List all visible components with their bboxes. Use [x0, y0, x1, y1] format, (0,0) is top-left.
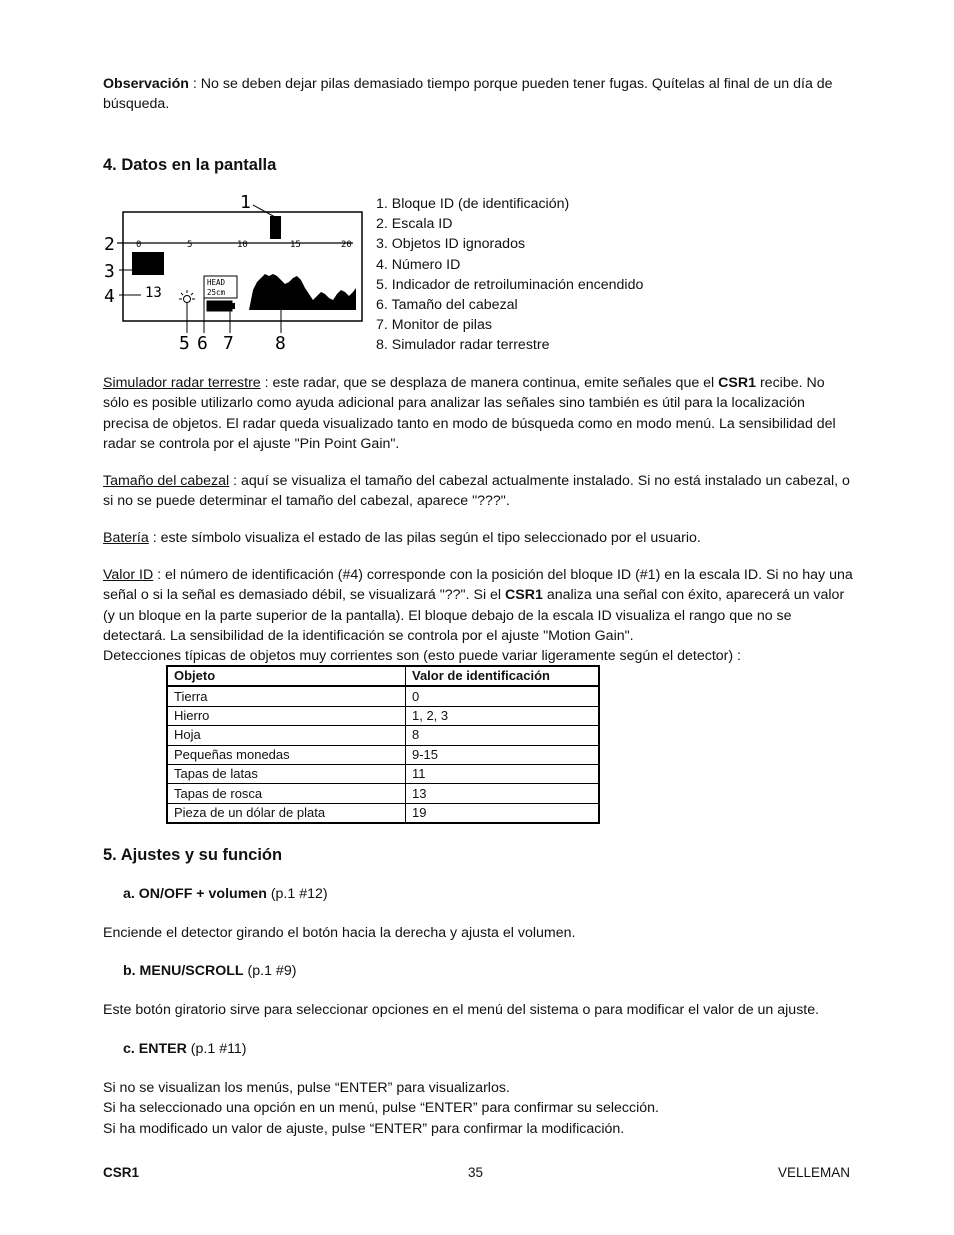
table-cell: 0: [406, 686, 600, 706]
table-header-object: Objeto: [167, 666, 406, 686]
table-cell: Hierro: [167, 706, 406, 725]
legend-item-5: 5. Indicador de retroiluminación encendido: [376, 276, 644, 293]
battery-term: Batería: [103, 530, 149, 546]
table-cell: 1, 2, 3: [406, 706, 600, 725]
radar-text-1: : este radar, que se desplaza de manera continua, emite señales que el: [260, 375, 719, 391]
intro-paragraph: [103, 74, 853, 115]
subsection-c-ref: (p.1 #11): [186, 1041, 247, 1057]
legend-item-8: 8. Simulador radar terrestre: [376, 337, 550, 354]
diagram-legend: [376, 194, 643, 356]
subsection-b-label: b. MENU/SCROLL: [123, 963, 244, 979]
subsection-c-line-2: Si ha seleccionado una opción en un menú, pulse “ENTER” para confirmar su selección.: [103, 1100, 659, 1117]
id-values-table: [166, 665, 600, 824]
subsection-b-ref: (p.1 #9): [243, 963, 297, 979]
subsection-a-title: [123, 886, 328, 902]
intro-text: : No se deben dejar pilas demasiado tiempo porque pueden tener fugas. Quítelas al final de un día de búsqueda.: [103, 76, 833, 113]
subsection-c-label: c. ENTER: [123, 1041, 187, 1057]
section-4-title: 4. Datos en la pantalla: [103, 156, 277, 174]
legend-item-1: 1. Bloque ID (de identificación): [376, 196, 570, 212]
callout-4: 4: [104, 286, 115, 307]
battery-text: : este símbolo visualiza el estado de las pilas según el tipo seleccionado por el usuario.: [148, 530, 701, 546]
table-cell: 19: [406, 803, 600, 823]
subsection-b-title: [123, 963, 296, 979]
battery-paragraph: [103, 528, 853, 548]
id-number: 13: [145, 285, 162, 301]
id-text-2: analiza una señal con éxito, aparecerá un valor (y un bloque en la parte superior de la pantalla). El bloque debajo de la escala ID visualiza el rango que no se detectará. La sensibilidad de la identificación se controla por el ajuste "Motion Gain".: [103, 587, 845, 644]
id-text-1: : el número de identificación (#4) corresponde con la posición del bloque ID (#1) en la escala ID. Si no hay una señal o si la señal es demasiado débil, se visualizará "??". Si el: [103, 567, 853, 604]
radar-term: Simulador radar terrestre: [103, 375, 261, 391]
callout-3: 3: [104, 261, 115, 282]
table-cell: Hoja: [167, 726, 406, 745]
table-row: [167, 764, 599, 783]
subsection-a-text: Enciende el detector girando el botón hacia la derecha y ajusta el volumen.: [103, 925, 576, 941]
table-row: [167, 803, 599, 823]
radar-text-2: recibe. No sólo es posible utilizarlo como ayuda adicional para analizar las señales sino también es útil para la localización precisa de objetos. El radar queda visualizado tanto en modo de búsqueda como en modo menú. La sensibilidad del radar se controla por el ajuste "Pin Point Gain".: [103, 375, 836, 452]
table-cell: 9-15: [406, 745, 600, 764]
section-5-title: 5. Ajustes y su función: [103, 846, 283, 864]
callout-2: 2: [104, 234, 115, 255]
subsection-c-line-1: Si no se visualizan los menús, pulse “ENTER” para visualizarlos.: [103, 1080, 510, 1096]
legend-item-7: 7. Monitor de pilas: [376, 317, 492, 334]
scale-tick-15: 15: [290, 240, 301, 250]
radar-paragraph: [103, 373, 853, 454]
legend-item-2: 2. Escala ID: [376, 216, 453, 233]
callout-6: 6: [197, 333, 208, 354]
head-text: : aquí se visualiza el tamaño del cabezal actualmente instalado. Si no está instalado un cabezal, o si no se puede determinar el tamaño del cabezal, aparece "???".: [103, 473, 850, 510]
head-term: Tamaño del cabezal: [103, 473, 230, 489]
table-cell: Tapas de rosca: [167, 784, 406, 803]
callout-7: 7: [223, 333, 234, 354]
scale-tick-20: 20: [341, 240, 352, 250]
head-size-value: 25cm: [207, 288, 226, 297]
table-cell: Pequeñas monedas: [167, 745, 406, 764]
table-row: [167, 784, 599, 803]
display-diagram: [103, 190, 365, 355]
table-header-id: Valor de identificación: [406, 666, 600, 686]
legend-item-6: 6. Tamaño del cabezal: [376, 297, 518, 314]
table-row: [167, 726, 599, 745]
footer-model: CSR1: [103, 1165, 140, 1180]
legend-item-4: 4. Número ID: [376, 256, 461, 273]
id-text-3: Detecciones típicas de objetos muy corrientes son (esto puede variar ligeramente según el detector) :: [103, 648, 741, 665]
subsection-a-ref: (p.1 #12): [266, 886, 328, 902]
scale-tick-5: 5: [187, 240, 193, 250]
subsection-c-line-3: Si ha modificado un valor de ajuste, pulse “ENTER” para confirmar la modificación.: [103, 1120, 625, 1137]
head-label: HEAD: [207, 278, 226, 287]
subsection-a-label: a. ON/OFF + volumen: [123, 886, 267, 902]
footer-page-number: 35: [468, 1165, 484, 1180]
id-paragraph: [103, 565, 853, 666]
battery-tip: [232, 303, 235, 309]
table-header-row: [167, 666, 599, 686]
subsection-b-text: Este botón giratorio sirve para seleccionar opciones en el menú del sistema o para modificar el valor de un ajuste.: [103, 1002, 820, 1018]
brand-name-2: CSR1: [505, 587, 543, 604]
table-row: [167, 745, 599, 764]
table-cell: Tierra: [167, 686, 406, 706]
intro-label: Observación: [103, 76, 189, 92]
scale-tick-10: 10: [237, 240, 248, 250]
subsection-c-text: [103, 1078, 853, 1139]
callout-5: 5: [179, 333, 190, 354]
callout-1: 1: [240, 192, 251, 213]
table-cell: Pieza de un dólar de plata: [167, 803, 406, 823]
id-term: Valor ID: [103, 567, 154, 583]
legend-item-3: 3. Objetos ID ignorados: [376, 236, 526, 253]
battery-icon: [207, 301, 232, 311]
head-paragraph: [103, 471, 853, 512]
table-cell: 8: [406, 726, 600, 745]
id-block: [270, 216, 281, 239]
brand-name: CSR1: [718, 375, 757, 391]
table-cell: 11: [406, 764, 600, 783]
table-row: [167, 686, 599, 706]
table-row: [167, 706, 599, 725]
callout-8: 8: [275, 333, 286, 354]
subsection-c-title: [123, 1041, 247, 1057]
footer-brand: VELLEMAN: [777, 1165, 850, 1180]
ignored-ids-block: [132, 252, 164, 275]
table-cell: Tapas de latas: [167, 764, 406, 783]
scale-tick-0: 0: [136, 240, 142, 250]
table-cell: 13: [406, 784, 600, 803]
